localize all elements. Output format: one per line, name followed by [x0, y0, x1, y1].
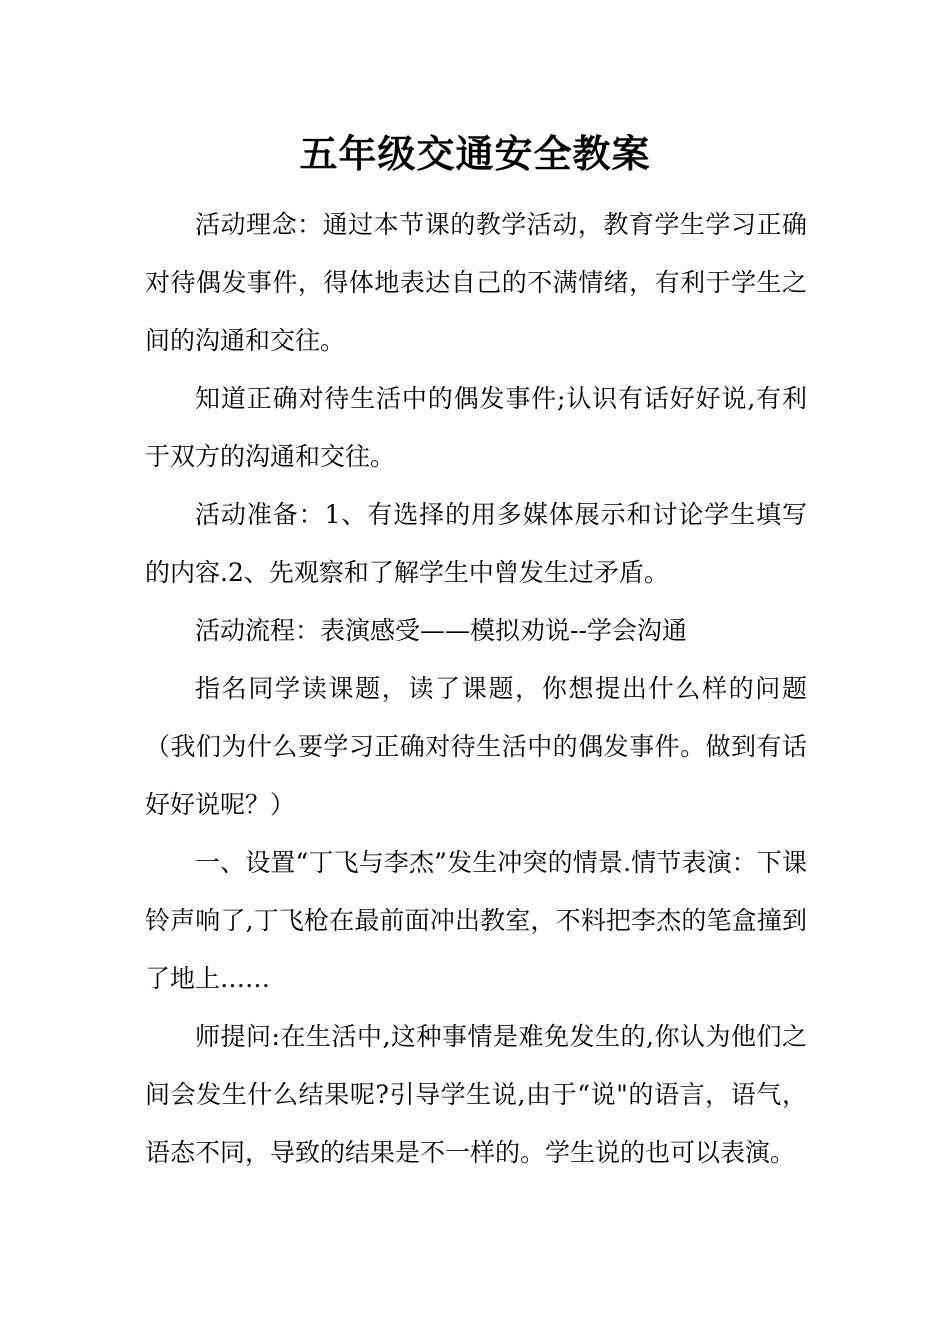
- paragraph-scenario: 一、设置“丁飞与李杰”发生冲突的情景.情节表演：下课铃声响了,丁飞枪在最前面冲出教室，不料把李杰的笔盒撞到了地上……: [145, 848, 807, 993]
- document-title: 五年级交通安全教案: [299, 131, 651, 176]
- paragraph-objective: 知道正确对待生活中的偶发事件;认识有话好好说,有利于双方的沟通和交往。: [145, 384, 807, 471]
- paragraph-read-title: 指名同学读课题，读了课题，你想提出什么样的问题（我们为什么要学习正确对待生活中的偶发事件。做到有话好好说呢？）: [145, 674, 807, 819]
- paragraph-activity-process: 活动流程：表演感受——模拟劝说--学会沟通: [195, 616, 687, 645]
- paragraph-teacher-question: 师提问:在生活中,这种事情是难免发生的,你认为他们之间会发生什么结果呢?引导学生说,由于“说"的语言，语气，语态不同，导致的结果是不一样的。学生说的也可以表演。: [145, 1022, 807, 1167]
- paragraph-activity-concept: 活动理念：通过本节课的教学活动，教育学生学习正确对待偶发事件，得体地表达自己的不满情绪，有利于学生之间的沟通和交往。: [145, 210, 807, 355]
- paragraph-activity-preparation: 活动准备：1、有选择的用多媒体展示和讨论学生填写的内容.2、先观察和了解学生中曾发生过矛盾。: [145, 500, 807, 587]
- document-body: [145, 196, 807, 1182]
